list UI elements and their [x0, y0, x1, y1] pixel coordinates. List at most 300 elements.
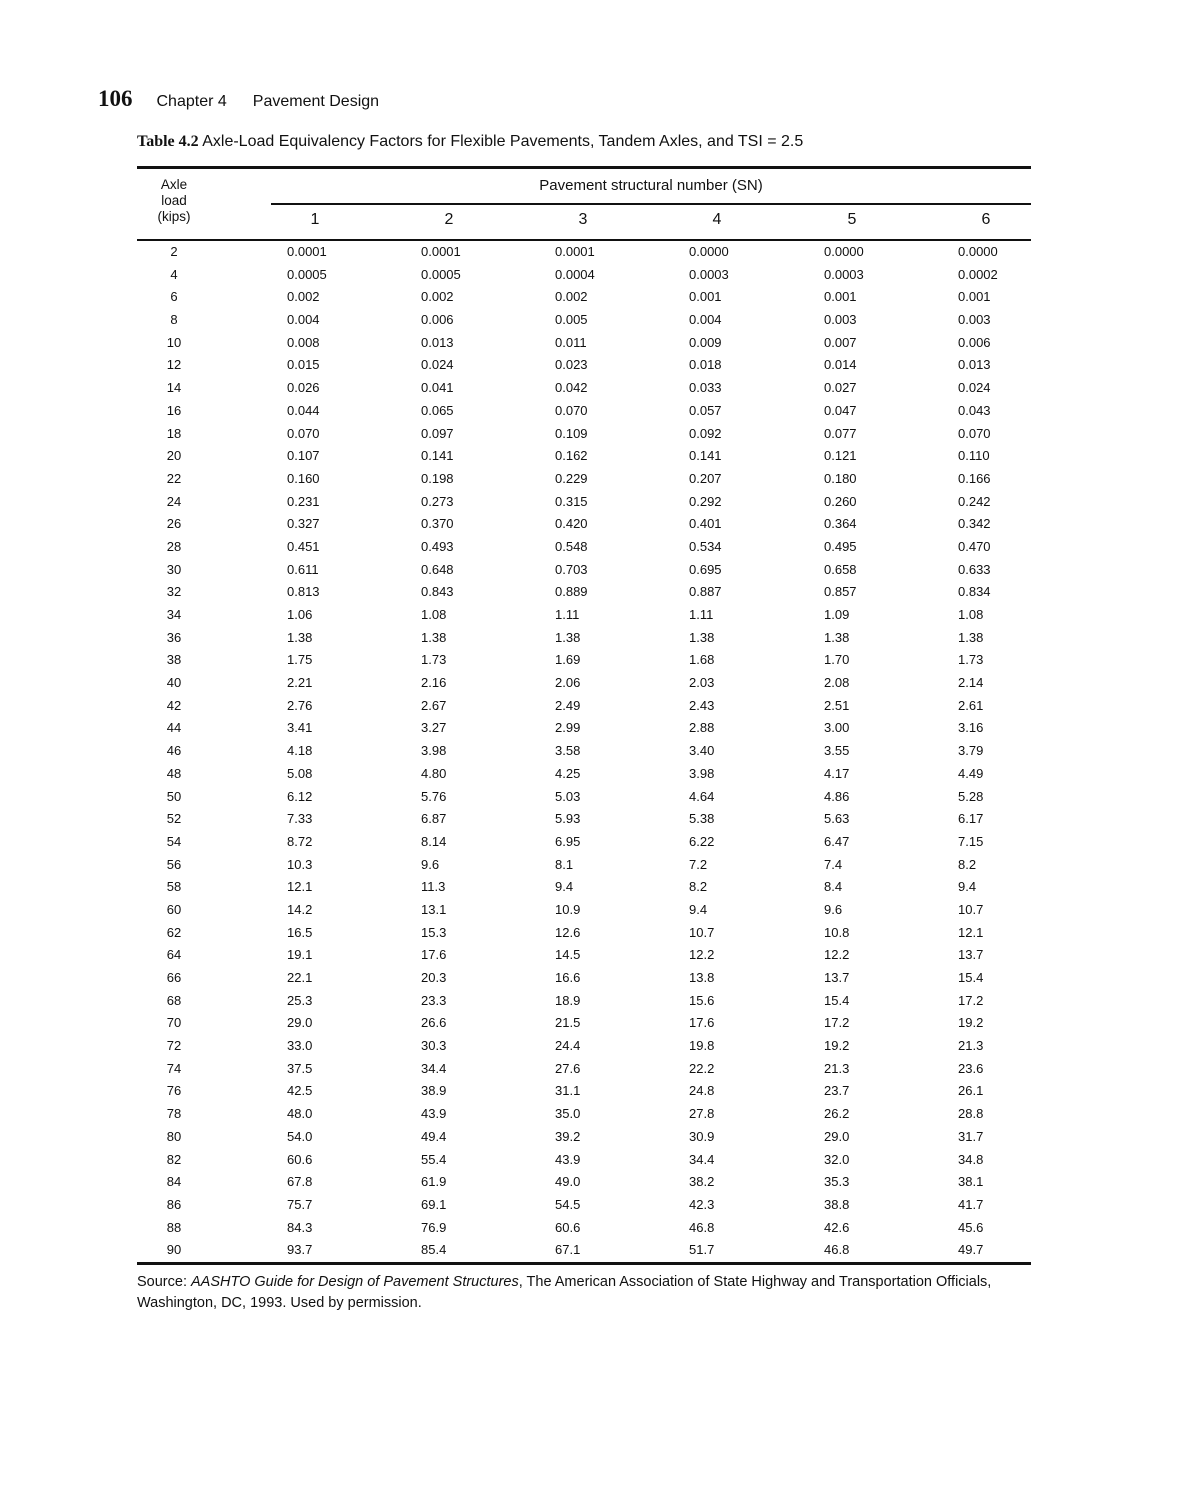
axle-load-cell: 22 [166, 470, 182, 486]
table-row [137, 1012, 1031, 1035]
table-body [137, 241, 1031, 1262]
factor-cell: 0.004 [689, 312, 722, 328]
factor-cell: 42.6 [824, 1219, 850, 1235]
factor-cell: 1.38 [824, 629, 850, 645]
axle-load-cell: 48 [166, 765, 182, 781]
factor-cell: 0.097 [421, 425, 454, 441]
factor-cell: 19.2 [958, 1015, 984, 1031]
axle-load-cell: 58 [166, 879, 182, 895]
equivalency-table [137, 166, 1031, 1265]
factor-cell: 0.857 [824, 584, 857, 600]
axle-load-cell: 52 [166, 811, 182, 827]
axle-load-cell: 60 [166, 901, 182, 917]
axle-load-cell: 50 [166, 788, 182, 804]
table-row [137, 423, 1031, 446]
factor-cell: 54.0 [287, 1128, 313, 1144]
table-row [137, 740, 1031, 763]
factor-cell: 0.207 [689, 470, 722, 486]
table-row [137, 922, 1031, 945]
factor-cell: 0.813 [287, 584, 320, 600]
factor-cell: 22.1 [287, 970, 313, 985]
factor-cell: 8.72 [287, 833, 313, 849]
table-row [137, 967, 1031, 990]
table-label: Table 4.2 [137, 133, 199, 150]
factor-cell: 0.002 [555, 289, 588, 305]
factor-cell: 2.08 [824, 675, 850, 691]
factor-cell: 15.4 [824, 992, 850, 1008]
factor-cell: 2.88 [689, 720, 715, 736]
table-row [137, 513, 1031, 536]
factor-cell: 1.38 [287, 629, 313, 645]
table-row [137, 808, 1031, 831]
factor-cell: 8.1 [555, 856, 574, 872]
factor-cell: 19.1 [287, 947, 313, 963]
factor-cell: 19.8 [689, 1038, 715, 1054]
factor-cell: 0.0000 [958, 244, 998, 259]
factor-cell: 2.49 [555, 697, 581, 713]
factor-cell: 34.4 [689, 1151, 715, 1167]
factor-cell: 9.4 [555, 879, 574, 895]
axle-load-cell: 78 [166, 1106, 182, 1122]
factor-cell: 0.011 [555, 334, 587, 350]
factor-cell: 0.018 [689, 357, 722, 373]
table-row [137, 309, 1031, 332]
table-row [137, 241, 1031, 264]
axle-load-cell: 70 [166, 1015, 182, 1031]
factor-cell: 0.043 [958, 402, 991, 418]
factor-cell: 12.2 [824, 947, 850, 963]
factor-cell: 0.001 [689, 289, 722, 305]
factor-cell: 0.003 [958, 312, 991, 328]
factor-cell: 18.9 [555, 992, 581, 1008]
factor-cell: 16.5 [287, 924, 313, 940]
factor-cell: 5.08 [287, 765, 313, 781]
factor-cell: 2.61 [958, 697, 984, 713]
table-row [137, 400, 1031, 423]
factor-cell: 5.03 [555, 788, 581, 804]
factor-cell: 0.033 [689, 380, 722, 396]
factor-cell: 5.28 [958, 788, 984, 804]
factor-cell: 21.3 [958, 1038, 984, 1054]
factor-cell: 69.1 [421, 1196, 447, 1212]
factor-cell: 30.9 [689, 1128, 715, 1144]
factor-cell: 25.3 [287, 992, 313, 1008]
factor-cell: 0.004 [287, 312, 320, 328]
table-row [137, 990, 1031, 1013]
factor-cell: 1.73 [421, 652, 447, 668]
factor-cell: 67.1 [555, 1242, 581, 1258]
axle-load-cell: 88 [166, 1219, 182, 1235]
chapter-label: Chapter 4 [156, 93, 227, 110]
factor-cell: 2.51 [824, 697, 850, 713]
factor-cell: 26.6 [421, 1015, 447, 1031]
factor-cell: 0.495 [824, 538, 857, 554]
factor-cell: 7.33 [287, 811, 313, 827]
factor-cell: 38.9 [421, 1083, 447, 1099]
factor-cell: 2.67 [421, 697, 447, 713]
factor-cell: 0.0001 [555, 244, 595, 259]
factor-cell: 2.99 [555, 720, 581, 736]
factor-cell: 3.27 [421, 720, 447, 736]
factor-cell: 0.658 [824, 561, 857, 577]
factor-cell: 0.041 [421, 380, 454, 396]
factor-cell: 0.160 [287, 470, 320, 486]
factor-cell: 21.5 [555, 1015, 581, 1031]
axle-header-line: (kips) [157, 209, 191, 224]
factor-cell: 19.2 [824, 1038, 850, 1054]
factor-cell: 22.2 [689, 1060, 715, 1076]
factor-cell: 3.98 [421, 743, 447, 759]
factor-cell: 0.834 [958, 584, 991, 600]
factor-cell: 0.695 [689, 561, 722, 577]
factor-cell: 0.003 [824, 312, 857, 328]
table-row [137, 354, 1031, 377]
factor-cell: 0.009 [689, 334, 722, 350]
table-row [137, 1058, 1031, 1081]
factor-cell: 0.007 [824, 334, 857, 350]
factor-cell: 6.47 [824, 833, 850, 849]
factor-cell: 0.889 [555, 584, 588, 600]
factor-cell: 76.9 [421, 1219, 447, 1235]
factor-cell: 0.364 [824, 516, 857, 532]
factor-cell: 30.3 [421, 1038, 447, 1054]
factor-cell: 1.09 [824, 607, 850, 622]
factor-cell: 37.5 [287, 1060, 313, 1076]
factor-cell: 0.470 [958, 538, 991, 554]
factor-cell: 1.38 [958, 629, 984, 645]
factor-cell: 13.1 [421, 901, 447, 917]
factor-cell: 0.229 [555, 470, 588, 486]
factor-cell: 9.4 [689, 901, 708, 917]
factor-cell: 42.5 [287, 1083, 313, 1099]
factor-cell: 24.4 [555, 1038, 581, 1054]
axle-load-cell: 12 [166, 357, 182, 373]
factor-cell: 0.0004 [555, 266, 595, 282]
factor-cell: 75.7 [287, 1196, 313, 1212]
factor-cell: 3.55 [824, 743, 850, 759]
factor-cell: 15.6 [689, 992, 715, 1008]
axle-load-cell: 26 [166, 516, 182, 532]
factor-cell: 1.38 [689, 629, 715, 645]
factor-cell: 35.3 [824, 1174, 850, 1190]
factor-cell: 0.180 [824, 470, 857, 486]
factor-cell: 0.121 [824, 448, 857, 464]
axle-load-cell: 68 [166, 992, 182, 1008]
factor-cell: 0.015 [287, 357, 320, 373]
factor-cell: 1.11 [689, 607, 714, 622]
factor-cell: 5.38 [689, 811, 715, 827]
factor-cell: 3.98 [689, 765, 715, 781]
table-title: Axle-Load Equivalency Factors for Flexible Pavements, Tandem Axles, and TSI = 2.5 [202, 133, 804, 150]
factor-cell: 9.6 [421, 856, 440, 872]
factor-cell: 42.3 [689, 1196, 715, 1212]
factor-cell: 0.703 [555, 561, 588, 577]
factor-cell: 55.4 [421, 1151, 447, 1167]
axle-load-cell: 74 [166, 1060, 182, 1076]
factor-cell: 10.7 [958, 901, 984, 917]
table-caption [137, 133, 803, 151]
table-row [137, 1126, 1031, 1149]
axle-load-cell: 40 [166, 675, 182, 691]
factor-cell: 29.0 [287, 1015, 313, 1031]
factor-cell: 0.273 [421, 493, 454, 509]
factor-cell: 10.3 [287, 856, 313, 872]
factor-cell: 0.420 [555, 516, 588, 532]
factor-cell: 0.026 [287, 380, 320, 396]
table-row [137, 468, 1031, 491]
factor-cell: 0.110 [958, 448, 990, 464]
factor-cell: 60.6 [287, 1151, 313, 1167]
axle-load-cell: 10 [166, 334, 182, 350]
axle-load-cell: 14 [166, 380, 182, 396]
factor-cell: 0.002 [287, 289, 320, 305]
table-row [137, 264, 1031, 287]
table-header [137, 169, 1031, 239]
factor-cell: 0.109 [555, 425, 588, 441]
factor-cell: 39.2 [555, 1128, 581, 1144]
axle-load-cell: 56 [166, 856, 182, 872]
factor-cell: 0.070 [958, 425, 991, 441]
table-row [137, 899, 1031, 922]
factor-cell: 1.38 [555, 629, 581, 645]
factor-cell: 34.4 [421, 1060, 447, 1076]
factor-cell: 23.3 [421, 992, 447, 1008]
factor-cell: 4.17 [824, 765, 850, 781]
factor-cell: 0.065 [421, 402, 454, 418]
axle-load-cell: 86 [166, 1196, 182, 1212]
factor-cell: 0.401 [689, 516, 722, 532]
factor-cell: 0.044 [287, 402, 320, 418]
factor-cell: 34.8 [958, 1151, 984, 1167]
factor-cell: 9.6 [824, 901, 843, 917]
table-row [137, 649, 1031, 672]
table-row [137, 854, 1031, 877]
axle-load-cell: 8 [170, 312, 178, 328]
factor-cell: 0.024 [421, 357, 454, 373]
factor-cell: 0.342 [958, 516, 991, 532]
sn-column-header: 2 [444, 211, 454, 228]
factor-cell: 0.047 [824, 402, 857, 418]
factor-cell: 17.6 [421, 947, 447, 963]
factor-cell: 4.49 [958, 765, 984, 781]
factor-cell: 0.0002 [958, 266, 998, 282]
factor-cell: 49.0 [555, 1174, 581, 1190]
sn-column-header: 3 [578, 211, 588, 228]
axle-load-cell: 34 [166, 607, 182, 622]
factor-cell: 0.315 [555, 493, 588, 509]
factor-cell: 6.12 [287, 788, 313, 804]
table-row [137, 604, 1031, 627]
factor-cell: 54.5 [555, 1196, 581, 1212]
factor-cell: 0.0000 [689, 244, 729, 259]
factor-cell: 0.005 [555, 312, 588, 328]
factor-cell: 4.64 [689, 788, 715, 804]
table-row [137, 445, 1031, 468]
factor-cell: 0.141 [689, 448, 722, 464]
axle-load-cell: 82 [166, 1151, 182, 1167]
factor-cell: 13.7 [824, 970, 850, 985]
factor-cell: 23.6 [958, 1060, 984, 1076]
table-row [137, 627, 1031, 650]
factor-cell: 0.027 [824, 380, 857, 396]
factor-cell: 10.7 [689, 924, 715, 940]
factor-cell: 0.006 [421, 312, 454, 328]
factor-cell: 27.8 [689, 1106, 715, 1122]
table-row [137, 1149, 1031, 1172]
factor-cell: 4.25 [555, 765, 581, 781]
factor-cell: 1.75 [287, 652, 313, 668]
factor-cell: 20.3 [421, 970, 447, 985]
factor-cell: 5.63 [824, 811, 850, 827]
factor-cell: 0.0003 [689, 266, 729, 282]
factor-cell: 0.092 [689, 425, 722, 441]
table-row [137, 491, 1031, 514]
factor-cell: 84.3 [287, 1219, 313, 1235]
axle-load-cell: 38 [166, 652, 182, 668]
table-row [137, 944, 1031, 967]
factor-cell: 0.0005 [287, 266, 327, 282]
factor-cell: 0.493 [421, 538, 454, 554]
factor-cell: 49.7 [958, 1242, 984, 1258]
factor-cell: 7.4 [824, 856, 843, 872]
factor-cell: 17.6 [689, 1015, 715, 1031]
table-row [137, 536, 1031, 559]
factor-cell: 0.327 [287, 516, 320, 532]
factor-cell: 4.18 [287, 743, 313, 759]
axle-load-cell: 16 [166, 402, 182, 418]
factor-cell: 85.4 [421, 1242, 447, 1258]
axle-load-cell: 36 [166, 629, 182, 645]
factor-cell: 9.4 [958, 879, 977, 895]
factor-cell: 43.9 [421, 1106, 447, 1122]
axle-load-cell: 64 [166, 947, 182, 963]
factor-cell: 4.80 [421, 765, 447, 781]
factor-cell: 2.21 [287, 675, 313, 691]
factor-cell: 12.1 [287, 879, 313, 895]
factor-cell: 4.86 [824, 788, 850, 804]
axle-load-cell: 80 [166, 1128, 182, 1144]
factor-cell: 12.6 [555, 924, 581, 940]
factor-cell: 13.7 [958, 947, 984, 963]
factor-cell: 1.69 [555, 652, 581, 668]
axle-load-cell: 44 [166, 720, 182, 736]
factor-cell: 3.41 [287, 720, 313, 736]
axle-load-cell: 66 [166, 970, 182, 985]
factor-cell: 33.0 [287, 1038, 313, 1054]
factor-cell: 1.68 [689, 652, 715, 668]
factor-cell: 0.107 [287, 448, 320, 464]
factor-cell: 0.013 [958, 357, 991, 373]
factor-cell: 6.87 [421, 811, 447, 827]
table-row [137, 1239, 1031, 1262]
factor-cell: 46.8 [824, 1242, 850, 1258]
factor-cell: 0.042 [555, 380, 588, 396]
factor-cell: 15.3 [421, 924, 447, 940]
factor-cell: 0.370 [421, 516, 454, 532]
factor-cell: 1.08 [421, 607, 447, 622]
axle-load-cell: 6 [170, 289, 178, 305]
factor-cell: 2.76 [287, 697, 313, 713]
factor-cell: 23.7 [824, 1083, 850, 1099]
factor-cell: 0.887 [689, 584, 722, 600]
table-row [137, 332, 1031, 355]
sn-span-header: Pavement structural number (SN) [539, 177, 763, 194]
axle-load-cell: 54 [166, 833, 182, 849]
table-row [137, 831, 1031, 854]
factor-cell: 0.001 [824, 289, 857, 305]
axle-load-cell: 30 [166, 561, 182, 577]
axle-load-cell: 18 [166, 425, 182, 441]
axle-header-line: load [161, 193, 187, 208]
axle-load-cell: 24 [166, 493, 182, 509]
factor-cell: 0.451 [287, 538, 320, 554]
factor-cell: 0.013 [421, 334, 454, 350]
factor-cell: 8.2 [689, 879, 708, 895]
factor-cell: 1.73 [958, 652, 984, 668]
factor-cell: 1.70 [824, 652, 850, 668]
table-row [137, 1080, 1031, 1103]
factor-cell: 14.2 [287, 901, 313, 917]
factor-cell: 3.00 [824, 720, 850, 736]
axle-load-cell: 84 [166, 1174, 182, 1190]
factor-cell: 0.231 [287, 493, 320, 509]
table-row [137, 1171, 1031, 1194]
factor-cell: 0.166 [958, 470, 991, 486]
factor-cell: 2.06 [555, 675, 581, 691]
factor-cell: 26.1 [958, 1083, 984, 1099]
factor-cell: 5.76 [421, 788, 447, 804]
header-rule [271, 203, 1031, 205]
factor-cell: 31.1 [555, 1083, 581, 1099]
factor-cell: 49.4 [421, 1128, 447, 1144]
factor-cell: 0.023 [555, 357, 588, 373]
factor-cell: 29.0 [824, 1128, 850, 1144]
table-row [137, 559, 1031, 582]
factor-cell: 7.2 [689, 856, 708, 872]
factor-cell: 35.0 [555, 1106, 581, 1122]
factor-cell: 0.843 [421, 584, 454, 600]
sn-column-header: 6 [981, 211, 991, 228]
section-title: Pavement Design [252, 93, 380, 110]
factor-cell: 13.8 [689, 970, 715, 985]
factor-cell: 24.8 [689, 1083, 715, 1099]
axle-load-cell: 90 [166, 1242, 182, 1258]
table-row [137, 717, 1031, 740]
factor-cell: 43.9 [555, 1151, 581, 1167]
axle-load-cell: 2 [170, 244, 178, 259]
bottom-rule [137, 1262, 1031, 1265]
factor-cell: 0.0003 [824, 266, 864, 282]
source-note [137, 1272, 1017, 1314]
factor-cell: 31.7 [958, 1128, 984, 1144]
factor-cell: 21.3 [824, 1060, 850, 1076]
factor-cell: 61.9 [421, 1174, 447, 1190]
factor-cell: 0.141 [421, 448, 454, 464]
factor-cell: 0.292 [689, 493, 722, 509]
factor-cell: 1.06 [287, 607, 313, 622]
source-suffix: , The American Association of State Highway and Transportation Officials, Washington, DC, 1993. Used by permission. [137, 1274, 992, 1311]
factor-cell: 0.001 [958, 289, 991, 305]
factor-cell: 28.8 [958, 1106, 984, 1122]
factor-cell: 6.17 [958, 811, 984, 827]
table-row [137, 1217, 1031, 1240]
axle-load-cell: 32 [166, 584, 182, 600]
table-row [137, 786, 1031, 809]
factor-cell: 0.0000 [824, 244, 864, 259]
factor-cell: 7.15 [958, 833, 984, 849]
axle-load-cell: 28 [166, 538, 182, 554]
factor-cell: 0.057 [689, 402, 722, 418]
